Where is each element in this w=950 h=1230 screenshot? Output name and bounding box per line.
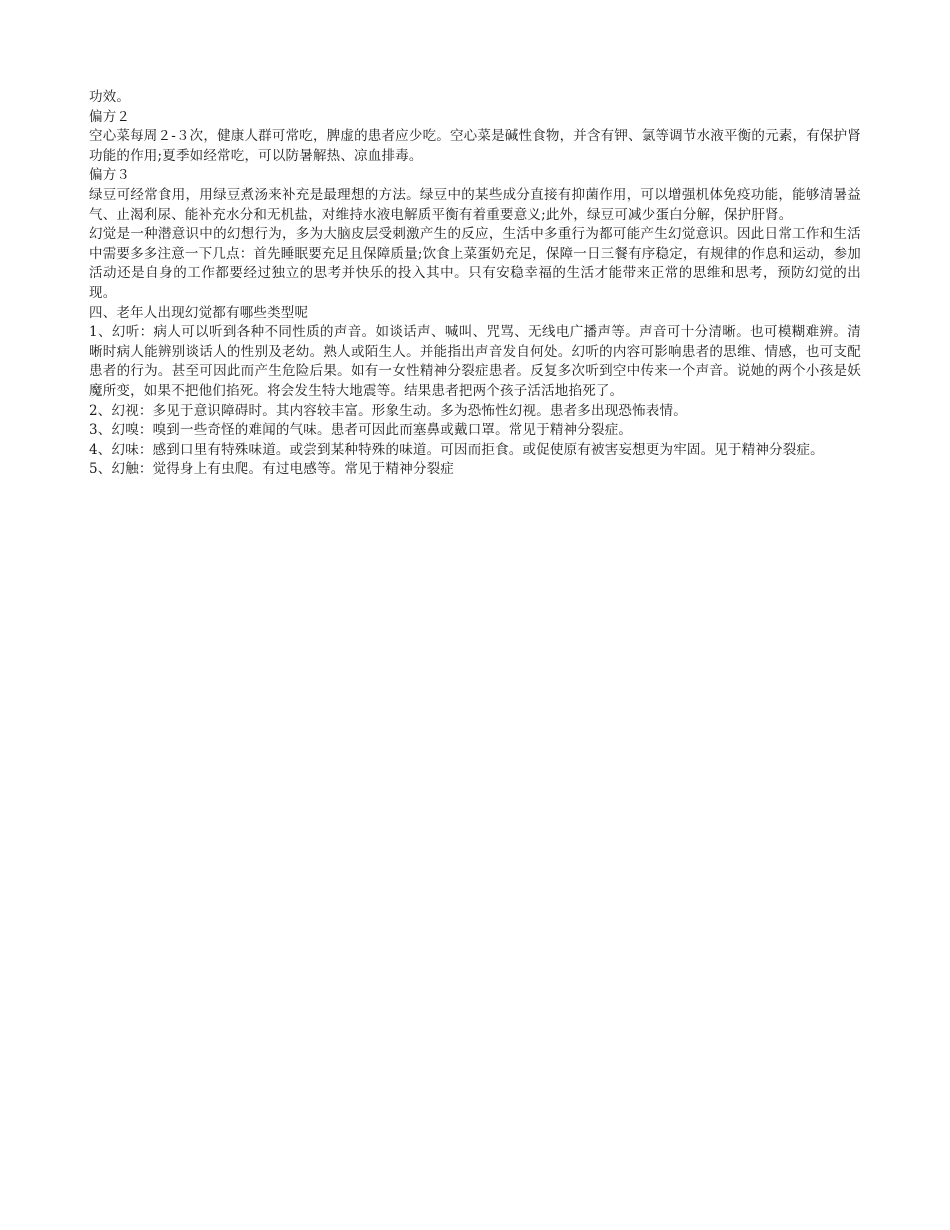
paragraph-mung-bean: 绿豆可经常食用，用绿豆煮汤来补充是最理想的方法。绿豆中的某些成分直接有抑菌作用，可以增强机体免疫功能，能够清暑益气、止渴利尿、能补充水分和无机盐，对维持水液电解质平衡有着重要意义;此外，绿豆可减少蛋白分解，保护肝肾。 xyxy=(89,186,861,223)
list-item-tactile: 5、幻触：觉得身上有虫爬。有过电感等。常见于精神分裂症 xyxy=(89,461,454,478)
paragraph-hallucination-prevention: 幻觉是一种潜意识中的幻想行为，多为大脑皮层受刺激产生的反应，生活中多重行为都可能产生幻觉意识。因此日常工作和生活中需要多多注意一下几点：首先睡眠要充足且保障质量;饮食上菜蛋奶充足，保障一日三餐有序稳定，有规律的作息和运动，参加活动还是自身的工作都要经过独立的思考并快乐的投入其中。只有安稳幸福的生活才能带来正常的思维和思考，预防幻觉的出现。 xyxy=(89,226,861,301)
section-heading-hallucination-types: 四、老年人出现幻觉都有哪些类型呢 xyxy=(89,304,309,321)
heading-remedy-3: 偏方３ xyxy=(89,167,131,184)
document-body xyxy=(89,88,861,480)
list-item-gustatory: 4、幻味：感到口里有特殊味道。或尝到某种特殊的味道。可因而拒食。或促使原有被害妄想更为牢固。见于精神分裂症。 xyxy=(89,441,824,458)
heading-remedy-2: 偏方２ xyxy=(89,108,131,125)
paragraph-water-spinach: 空心菜每周２-３次，健康人群可常吃，脾虚的患者应少吃。空心菜是碱性食物，并含有钾、氯等调节水液平衡的元素，有保护肾功能的作用;夏季如经常吃，可以防暑解热、凉血排毒。 xyxy=(89,128,861,164)
text-line-efficacy: 功效。 xyxy=(89,89,131,105)
list-item-visual: 2、幻视：多见于意识障碍时。其内容较丰富。形象生动。多为恐怖性幻视。患者多出现恐怖表情。 xyxy=(89,402,687,419)
list-item-olfactory: 3、幻嗅：嗅到一些奇怪的难闻的气味。患者可因此而塞鼻或戴口罩。常见于精神分裂症。 xyxy=(89,422,633,439)
list-item-auditory: 1、幻听：病人可以听到各种不同性质的声音。如谈话声、喊叫、咒骂、无线电广播声等。声音可十分清晰。也可模糊难辨。清晰时病人能辨别谈话人的性别及老幼。熟人或陌生人。并能指出声音发自何处。幻听的内容可影响患者的思维、情感，也可支配患者的行为。甚至可因此而产生危险后果。如有一女性精神分裂症患者。反复多次听到空中传来一个声音。说她的两个小孩是妖魔所变，如果不把他们掐死。将会发生特大地震等。结果患者把两个孩子活活地掐死了。 xyxy=(89,324,861,399)
